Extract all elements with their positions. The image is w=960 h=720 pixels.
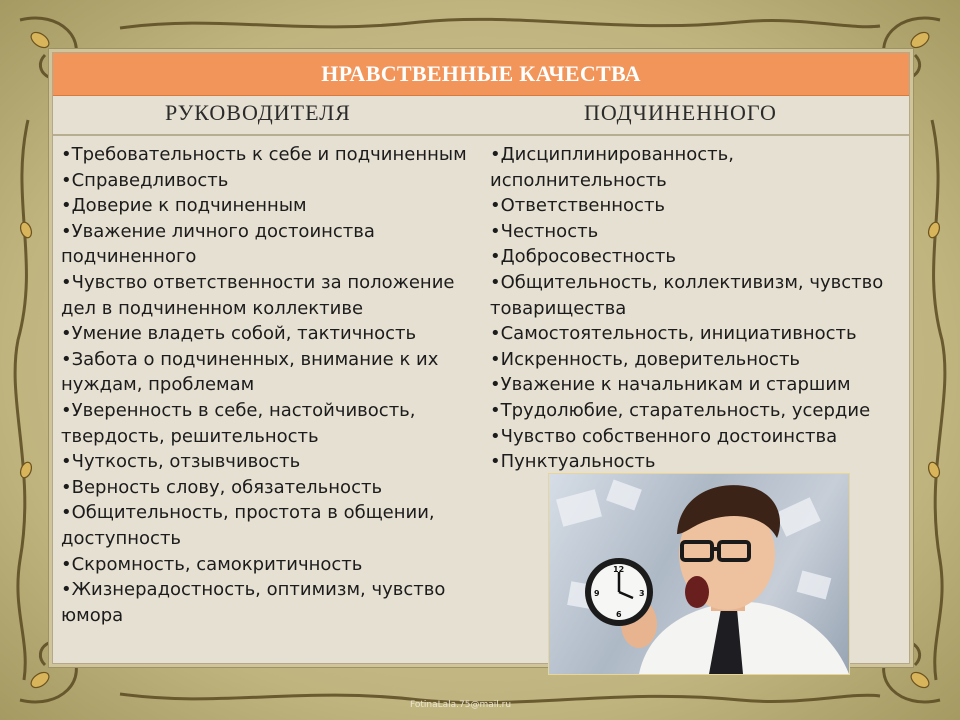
svg-text:12: 12 <box>613 565 625 574</box>
man-with-clock-illustration <box>549 474 849 674</box>
svg-text:3: 3 <box>639 589 645 598</box>
list-item: •Жизнерадостность, оптимизм, чувство юмора <box>61 579 446 626</box>
list-item: •Добросовестность <box>490 246 676 268</box>
list-item: •Справедливость <box>61 169 229 191</box>
svg-text:6: 6 <box>616 610 622 619</box>
column-header-leader: РУКОВОДИТЕЛЯ <box>165 100 351 125</box>
list-item: •Скромность, самокритичность <box>61 553 363 575</box>
list-item: •Уверенность в себе, настойчивость, твердость, решительность <box>61 399 416 447</box>
watermark: FotinaLala.75@mail.ru <box>410 700 512 710</box>
list-item: •Чуткость, отзывчивость <box>61 451 301 473</box>
list-item: •Уважение к начальникам и старшим <box>490 374 851 396</box>
column-header-subordinate: ПОДЧИНЕННОГО <box>584 100 777 125</box>
list-item: •Ответственность <box>490 195 666 217</box>
list-item: •Общительность, простота в общении, доступность <box>61 502 435 549</box>
page-title: НРАВСТВЕННЫЕ КАЧЕСТВА <box>321 61 641 86</box>
list-item: •Искренность, доверительность <box>490 348 801 370</box>
list-item: •Уважение личного достоинства подчиненного <box>61 220 375 268</box>
list-item: •Чувство ответственности за положение дел в подчиненном коллективе <box>61 271 455 319</box>
list-item: •Честность <box>490 220 599 242</box>
column-headers <box>53 96 909 136</box>
list-item: •Требовательность к себе и подчиненным <box>61 144 467 165</box>
list-item: •Общительность, коллективизм, чувство товарищества <box>490 271 884 319</box>
leader-qualities-list <box>61 142 471 628</box>
subordinate-qualities-list <box>490 142 902 475</box>
list-item: •Пунктуальность <box>490 451 656 473</box>
list-item: •Дисциплинированность, исполнительность <box>490 144 735 191</box>
list-item: •Верность слову, обязательность <box>61 476 383 498</box>
list-item: •Умение владеть собой, тактичность <box>61 323 417 345</box>
list-item: •Чувство собственного достоинства <box>490 425 838 447</box>
list-item: •Самостоятельность, инициативность <box>490 323 857 345</box>
list-item: •Доверие к подчиненным <box>61 195 307 217</box>
list-item: •Трудолюбие, старательность, усердие <box>490 399 871 421</box>
photo-man-with-clock <box>548 473 850 675</box>
list-item: •Забота о подчиненных, внимание к их нуждам, проблемам <box>61 348 439 396</box>
title-bar <box>53 53 909 96</box>
svg-text:9: 9 <box>594 589 600 598</box>
